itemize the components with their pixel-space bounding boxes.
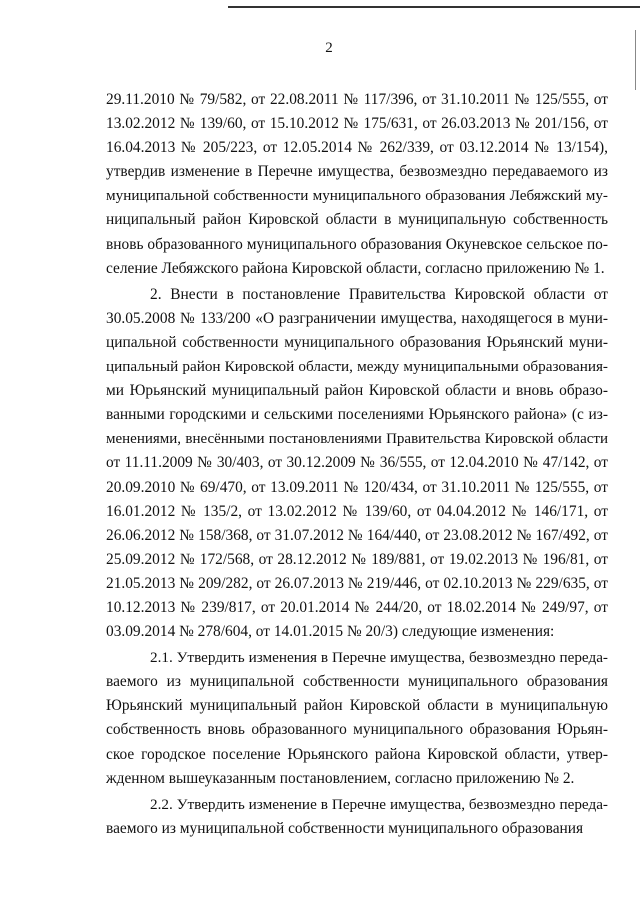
scan-top-rule bbox=[228, 6, 640, 8]
text-line: 25.09.2012 № 172/568, от 28.12.2012 № 189/881, от 19.02.2013 № 196/81, от bbox=[106, 550, 608, 568]
text-line: 2. Внести в постановление Правительства Кировской области от bbox=[150, 285, 608, 303]
text-line: 16.04.2013 № 205/223, от 12.05.2014 № 262/339, от 03.12.2014 № 13/154), bbox=[106, 139, 608, 157]
text-line: ваемого из муниципальной собственности муниципального образования bbox=[106, 819, 584, 837]
paragraph-p3 bbox=[106, 646, 608, 791]
text-line: вновь образованного муниципального образования Окуневское сельское по- bbox=[106, 235, 608, 253]
text-line: утвердив изменение в Перечне имущества, безвозмездно передаваемого из bbox=[106, 163, 608, 181]
text-line: ское городское поселение Юрьянского района Кировской области, утвер- bbox=[106, 745, 608, 763]
text-line: селение Лебяжского района Кировской области, согласно приложению № 1. bbox=[106, 259, 605, 277]
text-line: 21.05.2013 № 209/282, от 26.07.2013 № 219/446, от 02.10.2013 № 229/635, от bbox=[106, 574, 608, 592]
text-line: 2.1. Утвердить изменения в Перечне имущества, безвозмездно переда- bbox=[150, 649, 608, 667]
text-line: менениями, внесёнными постановлениями Правительства Кировской области bbox=[106, 431, 608, 448]
text-line: ми Юрьянский муниципальный район Кировской области и вновь образо- bbox=[106, 382, 608, 400]
text-line: 26.06.2012 № 158/368, от 31.07.2012 № 164/440, от 23.08.2012 № 167/492, от bbox=[106, 526, 608, 544]
text-line: собственность вновь образованного муниципального образования Юрьян- bbox=[106, 721, 608, 739]
text-line: Юрьянский муниципальный район Кировской области в муниципальную bbox=[106, 697, 608, 715]
text-line: 10.12.2013 № 239/817, от 20.01.2014 № 244/20, от 18.02.2014 № 249/97, от bbox=[106, 598, 608, 616]
text-line: 29.11.2010 № 79/582, от 22.08.2011 № 117/396, от 31.10.2011 № 125/555, от bbox=[106, 91, 608, 108]
page-number: 2 bbox=[325, 40, 333, 56]
paragraph-p2 bbox=[106, 283, 608, 644]
text-line: ванными городскими и сельскими поселениями Юрьянского района» (с из- bbox=[106, 406, 608, 424]
text-line: 20.09.2010 № 69/470, от 13.09.2011 № 120/434, от 31.10.2011 № 125/555, от bbox=[106, 478, 608, 496]
text-line: ниципальный район Кировской области в муниципальную собственность bbox=[106, 211, 608, 229]
paragraph-p4 bbox=[106, 793, 608, 841]
scan-edge-mark bbox=[635, 30, 636, 90]
text-line: жденном вышеуказанным постановлением, согласно приложению № 2. bbox=[106, 769, 575, 787]
text-line: муниципальной собственности муниципального образования Лебяжский му- bbox=[106, 187, 608, 205]
text-line: 30.05.2008 № 133/200 «О разграничении имущества, находящегося в муни- bbox=[106, 309, 608, 327]
text-line: 16.01.2012 № 135/2, от 13.02.2012 № 139/60, от 04.04.2012 № 146/171, от bbox=[106, 502, 608, 520]
text-line: 03.09.2014 № 278/604, от 14.01.2015 № 20/3) следующие изменения: bbox=[106, 623, 555, 641]
paragraph-p1 bbox=[106, 88, 608, 281]
text-line: ципальной собственности муниципального образования Юрьянский муни- bbox=[106, 333, 608, 351]
text-line: 2.2. Утвердить изменение в Перечне имущества, безвозмездно переда- bbox=[150, 795, 608, 813]
text-line: 13.02.2012 № 139/60, от 15.10.2012 № 175/631, от 26.03.2013 № 201/156, от bbox=[106, 115, 608, 133]
text-line: от 11.11.2009 № 30/403, от 30.12.2009 № 36/555, от 12.04.2010 № 47/142, от bbox=[106, 454, 608, 472]
text-line: ципальный район Кировской области, между муниципальными образования- bbox=[106, 358, 608, 376]
text-line: ваемого из муниципальной собственности муниципального образования bbox=[106, 673, 608, 691]
document-body bbox=[106, 88, 608, 841]
